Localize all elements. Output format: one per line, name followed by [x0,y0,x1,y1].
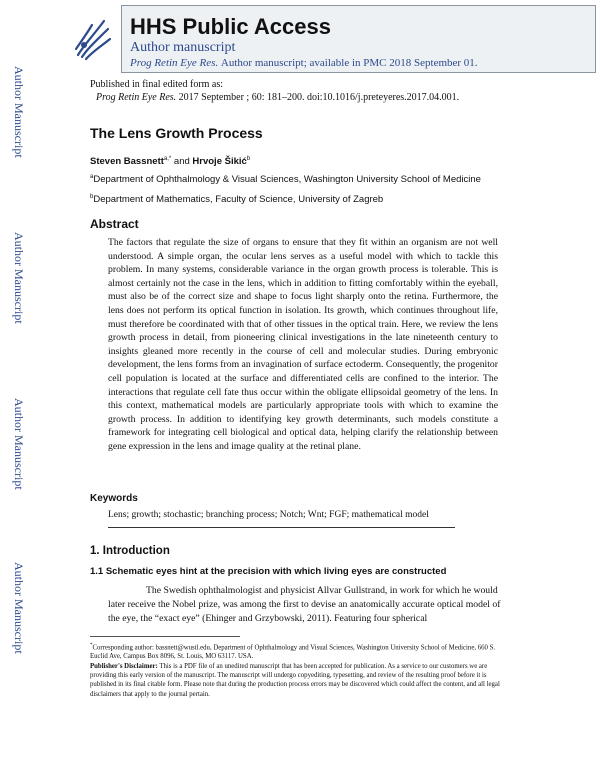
affiliation-text: Department of Mathematics, Faculty of Science, University of Zagreb [93,194,384,206]
header-journal: Prog Retin Eye Res. [130,57,219,69]
corresponding-author-footnote [90,641,510,661]
published-citation [96,92,459,103]
abstract-heading: Abstract [90,217,139,231]
disclaimer-label: Publisher's Disclaimer: [90,663,158,670]
affiliation-a [90,174,481,185]
published-details: 2017 September ; 60: 181–200. doi:10.1016/j.preteyeres.2017.04.001. [178,92,460,103]
author-affiliation-marker: b [246,156,251,162]
section-subheading: 1.1 Schematic eyes hint at the precision with which living eyes are constructed [90,566,447,577]
hhs-logo [62,5,122,73]
header-subtitle: Author manuscript [130,40,236,55]
affiliation-text: Department of Ophthalmology & Visual Sciences, Washington University School of Medicine [93,174,481,186]
introduction-heading: 1. Introduction [90,545,170,557]
author-name: Steven Bassnett [90,156,164,168]
author-list [90,156,250,167]
introduction-body [108,584,505,626]
keywords-heading: Keywords [90,493,138,504]
side-label-text: Author Manuscript [12,562,26,654]
affiliation-marker: b [90,194,94,200]
published-label: Published in final edited form as: [90,79,224,90]
header-availability: Author manuscript; available in PMC 2018 September 01. [220,57,478,69]
affiliation-b [90,194,383,205]
abstract-body: The factors that regulate the size of organs to ensure that they fit within an organism are not well understood. A simple organ, the ocular lens serves as a useful model with which to tackle this problem. In many systems, considerable variance in the organ growth process is tolerable. This is almost certainly not the case in the lens, which in addition to fitting comfortably within the eyeball, must also be of the correct size and shape to focus light sharply onto the retina. Furthermore, the lens does not perform its optical function in isolation. Its growth, which continues throughout life, must therefore be coordinated with that of other tissues in the optical train. Here, we review the lens growth process in detail, from pioneering clinical investigations in the late nineteenth century to insights gleaned more recently in the course of cell and molecular studies. During embryonic development, the lens forms from an invagination of surface ectoderm. Consequently, the progenitor cell population is located at the surface and differentiated cells are confined to the interior. The interactions that regulate cell fate thus occur within the obligate ellipsoidal geometry of the lens. In this context, mathematical models are particularly appropriate tools with which to examine the growth process. In addition to identifying key growth determinants, such models constitute a framework for integrating cell biological and optical data, helping clarify the relationship between gene expression in the lens and image quality at the retinal plane. [108,237,498,452]
footnote-text: Corresponding author: bassnett@wustl.edu, Department of Ophthalmology and Visual Sciences, Washington University School of Medicine, 660 S. Euclid Ave, Campus Box 8096, St. Louis, MO 63117. USA. [90,644,496,661]
side-label-text: Author Manuscript [12,398,26,490]
keywords-divider [108,527,455,528]
header-title: HHS Public Access [130,14,331,39]
side-label-text: Author Manuscript [12,66,26,158]
footnote-marker: * [90,643,93,648]
side-label-text: Author Manuscript [12,232,26,324]
article-title: The Lens Growth Process [90,125,263,141]
published-journal: Prog Retin Eye Res. [96,92,177,103]
hhs-eagle-icon [70,15,114,63]
author-name: Hrvoje Šikić [192,156,247,168]
footnote-divider [90,636,240,637]
affiliation-marker: a [90,174,94,180]
header-citation [130,57,478,69]
author-affiliation-marker: a,* [163,156,172,162]
disclaimer-text: This is a PDF file of an unedited manuscript that has been accepted for publication. As a service to our customers we are providing this early version of the manuscript. The manuscript will undergo copyediting, typesetting, and review of the resulting proof before it is published in its final citable form. Please note that during the production process errors may be discovered which could affect the content, and all legal disclaimers that apply to the journal pertain. [90,663,500,698]
author-conjunction: and [173,156,190,168]
introduction-text: The Swedish ophthalmologist and physicist Allvar Gullstrand, in work for which he would later receive the Nobel prize, was among the first to devise an anatomically accurate optical model of the eye, the “exact eye” (Ehinger and Grzybowski, 2011). Featuring four spherical [108,585,501,624]
publisher-disclaimer [90,662,510,699]
keywords-list: Lens; growth; stochastic; branching process; Notch; Wnt; FGF; mathematical model [108,510,429,520]
